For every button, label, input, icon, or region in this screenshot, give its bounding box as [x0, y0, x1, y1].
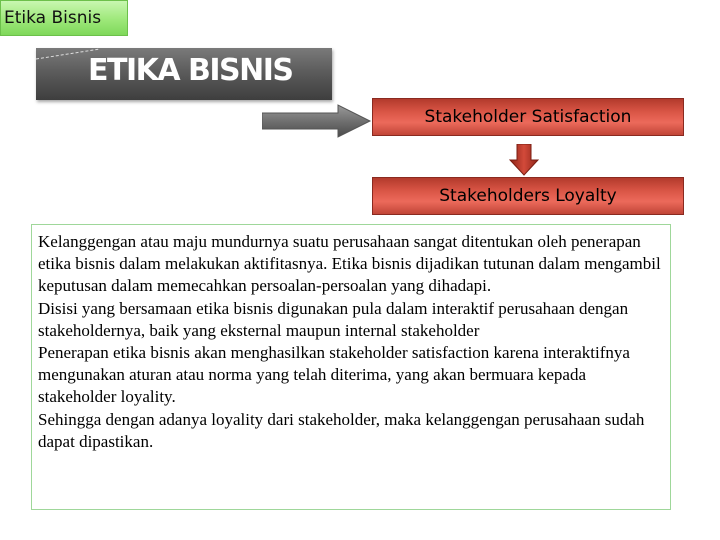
paragraph: Disisi yang bersamaan etika bisnis digunakan pula dalam interaktif perusahaan dengan stakeholdernya, baik yang eksternal maupun internal stakeholder [38, 298, 629, 340]
title-decor-line [36, 47, 106, 61]
right-arrow-icon [262, 103, 372, 139]
stakeholders-loyalty-label: Stakeholders Loyalty [439, 186, 617, 206]
paragraph: Kelanggengan atau maju mundurnya suatu perusahaan sangat ditentukan oleh penerapan etika bisnis dalam melakukan aktifitasnya. Etika bisnis dijadikan tutunan dalam mengambil keputusan dalam memecahkan persoalan-persoalan yang dihadapi. [38, 232, 661, 296]
stakeholder-satisfaction-box [372, 98, 684, 136]
slide-tag [0, 0, 128, 36]
slide-tag-label: Etika Bisnis [4, 8, 102, 28]
paragraph: Sehingga dengan adanya loyality dari stakeholder, maka kelanggengan perusahaan sudah dapat dipastikan. [38, 409, 645, 451]
paragraph: Penerapan etika bisnis akan menghasilkan stakeholder satisfaction karena interaktifnya mengunakan aturan atau norma yang telah diterima, yang akan bermuara kepada stakeholder loyality. [38, 343, 630, 407]
stakeholder-satisfaction-label: Stakeholder Satisfaction [424, 107, 632, 127]
stakeholders-loyalty-box [372, 177, 684, 215]
page-title: ETIKA BISNIS [88, 53, 293, 88]
body-text-box [31, 224, 671, 510]
down-arrow-icon [509, 144, 539, 176]
